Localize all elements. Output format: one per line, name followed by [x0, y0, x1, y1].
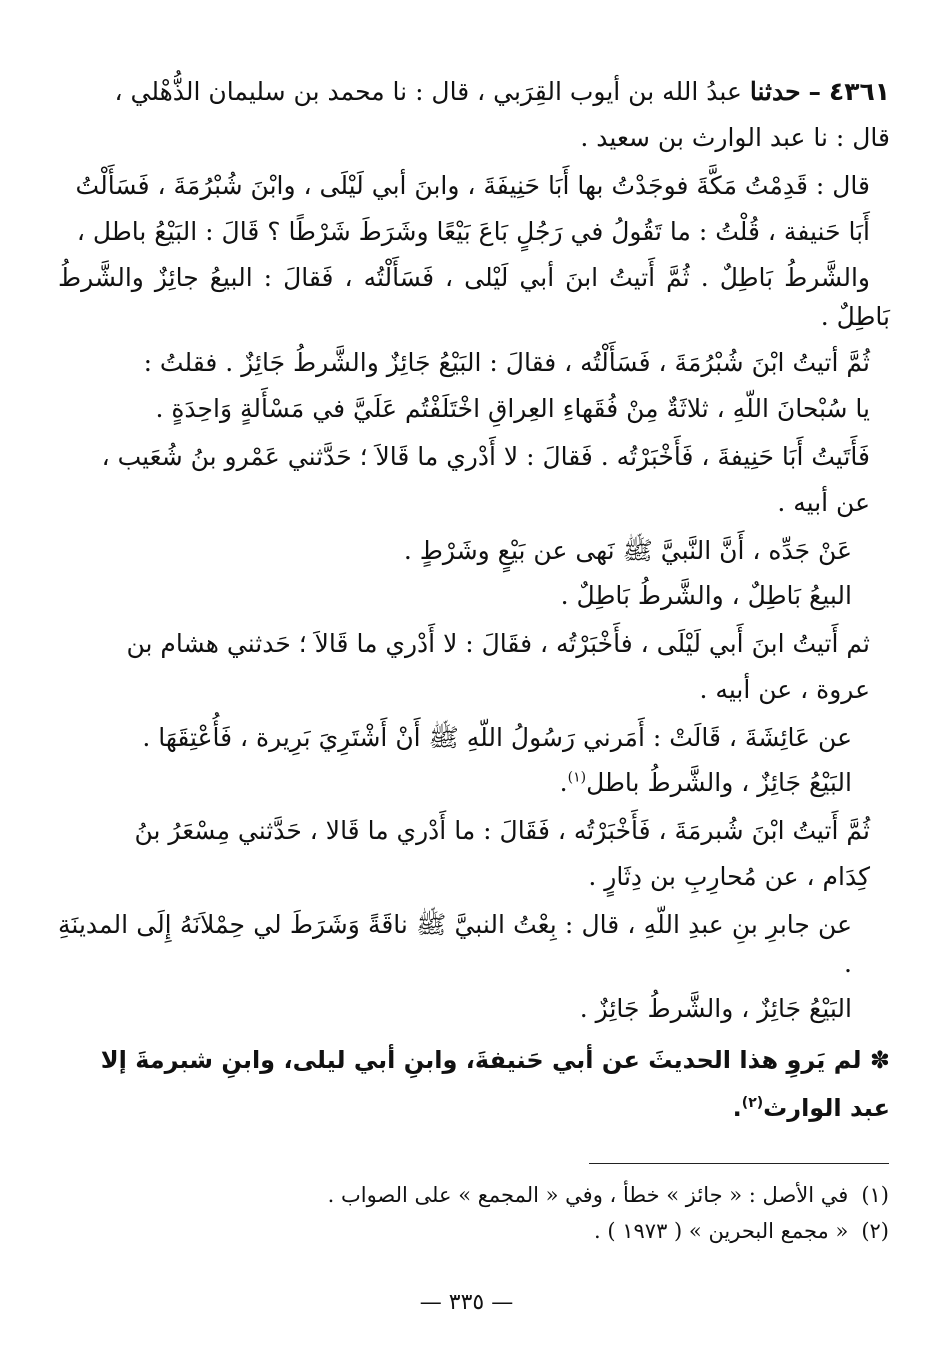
p5-quote: عن عَائِشَةَ ، قَالَتْ : أَمَرني رَسُولُ اللّهِ ﷺ أَنْ أَشْتَرِيَ بَرِيرة ، فَأُعْتِقَهَا . — [142, 723, 852, 752]
p2-line-1: فَأَتَيتُ أَبَا حَنِيفةَ ، فَأَخْبَرْتُه . فَقالَ : لا أَدْري ما قَالاَ ؛ حَدَّثني عَمْرو بنُ شُعَيب ، — [101, 442, 870, 471]
footnote-ref-1[interactable]: (١) — [567, 769, 587, 786]
p7-quote: عن جابرِ بنِ عبدِ اللّهِ ، قال : بِعْتُ النبيَّ ﷺ ناقَةً وَشَرَطَ لي حِمْلاَنَهُ إِلَى المدينَةِ . — [58, 910, 852, 978]
p7-ruling: البَيْعُ جَائِزٌ ، والشَّرطُ جَائِزٌ . — [579, 994, 852, 1023]
p6-line-2: كِدَام ، عن مُحارِبِ بن دِثَارٍ . — [588, 862, 870, 891]
paragraph-5 — [58, 718, 890, 802]
note-line-1 — [58, 1040, 890, 1081]
page-body — [58, 72, 890, 1138]
hadith-number: ٤٣٦١ — [828, 77, 890, 106]
footnotes — [59, 1177, 889, 1249]
p1-line-1: قال : قَدِمْتُ مَكَّةَ فوجَدْتُ بها أَبَا حَنِيفَةَ ، وابنَ أبي لَيْلَى ، وابْنَ شُبْرُمَةَ ، فَسَأَلْتُ — [75, 171, 870, 200]
p4-line-2: عروة ، عن أبيه . — [699, 675, 870, 704]
note-text-2: عبد الوارث — [763, 1094, 890, 1122]
paragraph-1 — [58, 166, 890, 428]
hadith-intro-line-1 — [58, 72, 890, 111]
hadith-intro-rest: عبدُ الله بن أيوب القِرَبي ، قال : نا محمد بن سليمان الذُّهْلي ، — [114, 77, 742, 106]
page-number: — ٣٣٥ — — [419, 1290, 514, 1315]
footnote-2 — [59, 1213, 889, 1249]
p4-line-1: ثم أَتيتُ ابنَ أَبي لَيْلَى ، فأَخْبَرْتُه ، فقَالَ : لا أَدْري ما قَالاَ ؛ حَدثني هشام بن — [126, 629, 870, 658]
p6-line-1: ثُمَّ أَتيتُ ابْنَ شُبرمَةَ ، فَأَخْبَرْتُه ، فَقَالَ : ما أَدْري ما قَالا ، حَدَّثني مِسْعَرُ بنُ — [134, 816, 870, 845]
hadith-intro-line-2: قال : نا عبد الوارث بن سعيد . — [580, 123, 890, 152]
p1-line-2: أَبَا حَنيفة ، قُلْتُ : ما تَقُولُ في رَجُلٍ بَاعَ بَيْعًا وشَرَطَ شَرْطًا ؟ قَالَ : البَيْعُ باطل ، — [76, 217, 870, 246]
narration-note — [58, 1040, 890, 1129]
footnote-2-text: « مجمع البحرين » ( ١٩٧٣ ) . — [594, 1219, 849, 1243]
paragraph-4 — [58, 624, 890, 709]
paragraph-2 — [58, 437, 890, 522]
footnote-ref-2[interactable]: (٢) — [741, 1095, 764, 1111]
note-line-2 — [58, 1088, 890, 1129]
p3-ruling: البيعُ بَاطِلٌ ، والشَّرطُ بَاطِلٌ . — [560, 581, 852, 610]
p1-line-5: يا سُبْحانَ اللّهِ ، ثلاثَةٌ مِنْ فُقَهاءِ العِراقِ اخْتَلَفْتُم عَلَيَّ في مَسْأَلةٍ وَاحِدَةٍ . — [155, 394, 870, 423]
hadith-intro-bold: حدثنا — [749, 77, 801, 106]
p5-ruling-end: . — [559, 768, 568, 797]
hadith-dash: – — [808, 77, 821, 106]
footnote-1-text: في الأصل : « جائز » خطأ ، وفي « المجمع » على الصواب . — [327, 1183, 849, 1207]
p5-ruling: البَيْعُ جَائِزٌ ، والشَّرطُ باطل — [586, 768, 852, 797]
p1-line-3: والشَّرطُ بَاطِلٌ . ثُمَّ أَتيتُ ابنَ أبي لَيْلى ، فَسَأَلْتُه ، فَقالَ : البيعُ جائِزٌ والشَّرطُ بَاطِلٌ . — [58, 263, 890, 331]
note-end: . — [732, 1094, 742, 1122]
footnote-2-number: (٢) — [861, 1219, 889, 1243]
p3-quote: عَنْ جَدِّه ، أَنَّ النَّبيَّ ﷺ نَهى عن بَيْعٍ وشَرْطٍ . — [403, 536, 852, 565]
paragraph-3 — [58, 531, 890, 615]
star-icon: ✽ — [869, 1046, 890, 1074]
p5-ruling-line — [58, 763, 890, 802]
footnote-1 — [59, 1177, 889, 1213]
note-text-1: لم يَروِ هذا الحديثَ عن أبي حَنيفةَ، وابنِ أبي ليلى، وابنِ شبرمةَ إلا — [100, 1046, 862, 1074]
footnote-divider — [589, 1163, 889, 1164]
p2-line-2: عن أبيه . — [777, 488, 870, 517]
footnote-1-number: (١) — [861, 1183, 889, 1207]
paragraph-6 — [58, 811, 890, 896]
paragraph-7 — [58, 905, 890, 1028]
p1-line-4: ثُمَّ أتيتُ ابْنَ شُبْرُمَةَ ، فَسَأَلْتُه ، فقالَ : البَيْعُ جَائِزٌ والشَّرطُ جَائِزٌ . فقلتُ : — [143, 348, 870, 377]
hadith-heading — [58, 72, 890, 157]
